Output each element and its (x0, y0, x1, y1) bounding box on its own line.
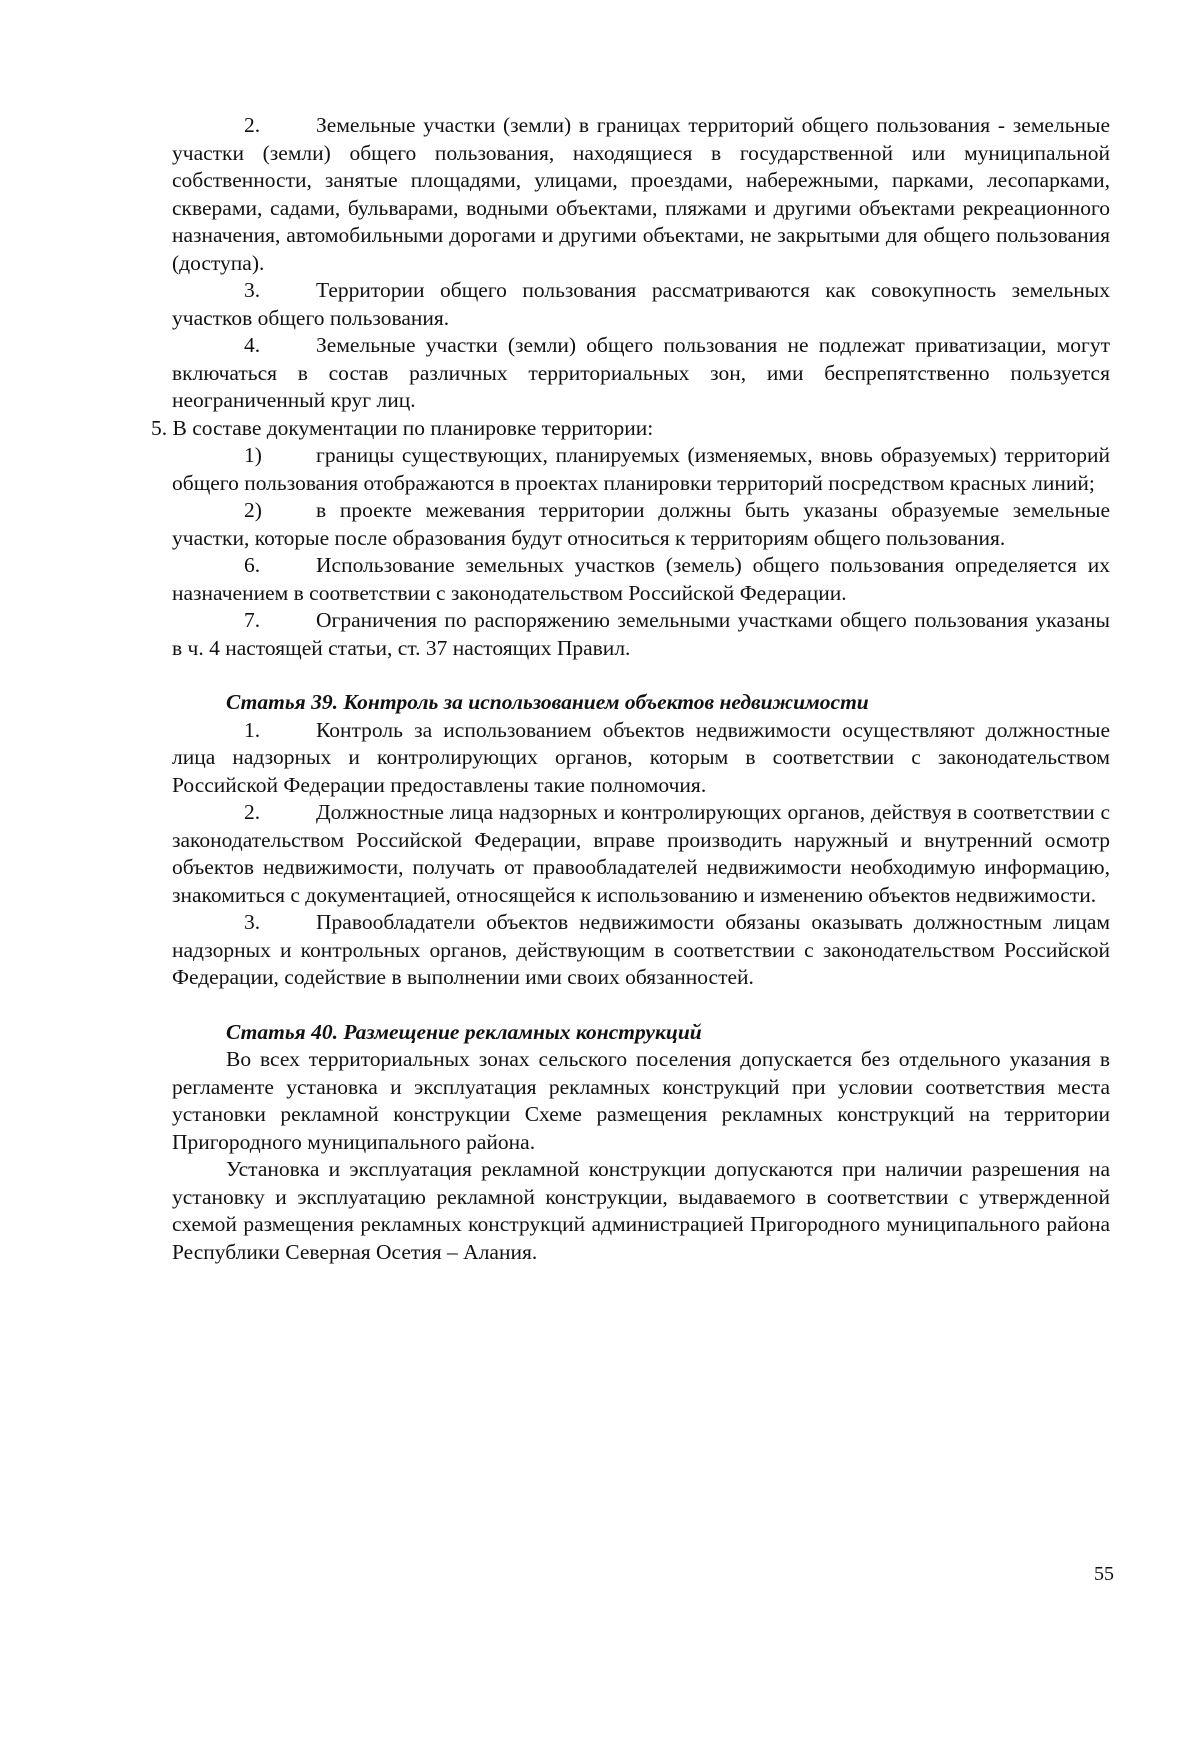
item-text: Земельные участки (земли) общего пользования не подлежат приватизации, могут включаться в состав различных территориальных зон, ими беспрепятственно пользуется неограниченный круг лиц. (172, 333, 1110, 412)
article-40-paragraph-1: Во всех территориальных зонах сельского поселения допускается без отдельного указания в регламенте установка и эксплуатация рекламных конструкций при условии соответствия места установки рекламной конструкции Схеме размещения рекламных конструкций на территории Пригородного муниципального района. (172, 1047, 1110, 1154)
item-number: 6. (244, 553, 261, 577)
item-text: Должностные лица надзорных и контролирующих органов, действуя в соответствии с законодательством Российской Федерации, вправе производить наружный и внутренний осмотр объектов недвижимости, получать от правообладателей недвижимости необходимую информацию, знакомиться с документацией, относящейся к использованию и изменению объектов недвижимости. (172, 800, 1110, 907)
list-item-3 (172, 277, 1110, 332)
item-number: 7. (244, 608, 261, 632)
article-39-title: Статья 39. Контроль за использованием объектов недвижимости (226, 690, 869, 714)
document-page (151, 112, 1110, 1266)
article-40-paragraph-2: Установка и эксплуатация рекламной конструкции допускаются при наличии разрешения на установку и эксплуатацию рекламной конструкции, выдаваемого в соответствии с утвержденной схемой размещения рекламных конструкций администрацией Пригородного муниципального района Республики Северная Осетия – Алания. (172, 1157, 1110, 1264)
article-40-title: Статья 40. Размещение рекламных конструкций (226, 1019, 702, 1044)
article-39-item-2 (172, 799, 1110, 909)
sub-item-2 (172, 497, 1110, 552)
item-number: 2) (244, 498, 262, 522)
item-text: Контроль за использованием объектов недвижимости осуществляют должностные лица надзорных и контролирующих органов, которым в соответствии с законодательством Российской Федерации предоставлены такие полномочия. (172, 717, 1110, 797)
item-text: в проекте межевания территории должны быть указаны образуемые земельные участки, которые после образования будут относиться к территориям общего пользования. (172, 498, 1110, 550)
item-number: 4. (244, 333, 261, 357)
item-number: 3. (244, 278, 261, 302)
list-item-4 (172, 332, 1110, 415)
page-number: 55 (1094, 1563, 1114, 1585)
item-text: Территории общего пользования рассматриваются как совокупность земельных участков общего пользования. (172, 278, 1110, 330)
item-number: 2. (244, 113, 261, 137)
item-text: Земельные участки (земли) в границах территорий общего пользования - земельные участки (земли) общего пользования, находящиеся в государственной или муниципальной собственности, занятые площадями, улицами, проездами, набережными, парками, лесопарками, скверами, садами, бульварами, водными объектами, пляжами и другими объектами рекреационного назначения, автомобильными дорогами и другими объектами, не закрытыми для общего пользования (доступа). (172, 113, 1110, 275)
list-item-2 (172, 112, 1110, 277)
item-text: Ограничения по распоряжению земельными участками общего пользования указаны в ч. 4 настоящей статьи, ст. 37 настоящих Правил. (172, 608, 1110, 660)
item-text: Правообладатели объектов недвижимости обязаны оказывать должностным лицам надзорных и контрольных органов, действующим в соответствии с законодательством Российской Федерации, содействие в выполнении ими своих обязанностей. (172, 910, 1110, 989)
item-text: границы существующих, планируемых (изменяемых, вновь образуемых) территорий общего пользования отображаются в проектах планировки территорий посредством красных линий; (172, 443, 1110, 495)
item-text: Использование земельных участков (земель) общего пользования определяется их назначением в соответствии с законодательством Российской Федерации. (172, 553, 1110, 605)
item-number: 1. (244, 717, 261, 742)
list-item-7 (172, 607, 1110, 662)
item-number: 3. (244, 910, 261, 934)
item-number: 1) (244, 443, 262, 467)
article-39-item-1 (172, 717, 1110, 800)
list-item-6 (172, 552, 1110, 607)
list-item-5-lead: 5. В составе документации по планировке территории: (151, 415, 654, 440)
item-number: 2. (244, 800, 261, 824)
sub-item-1 (172, 442, 1110, 497)
article-39-item-3 (172, 909, 1110, 992)
